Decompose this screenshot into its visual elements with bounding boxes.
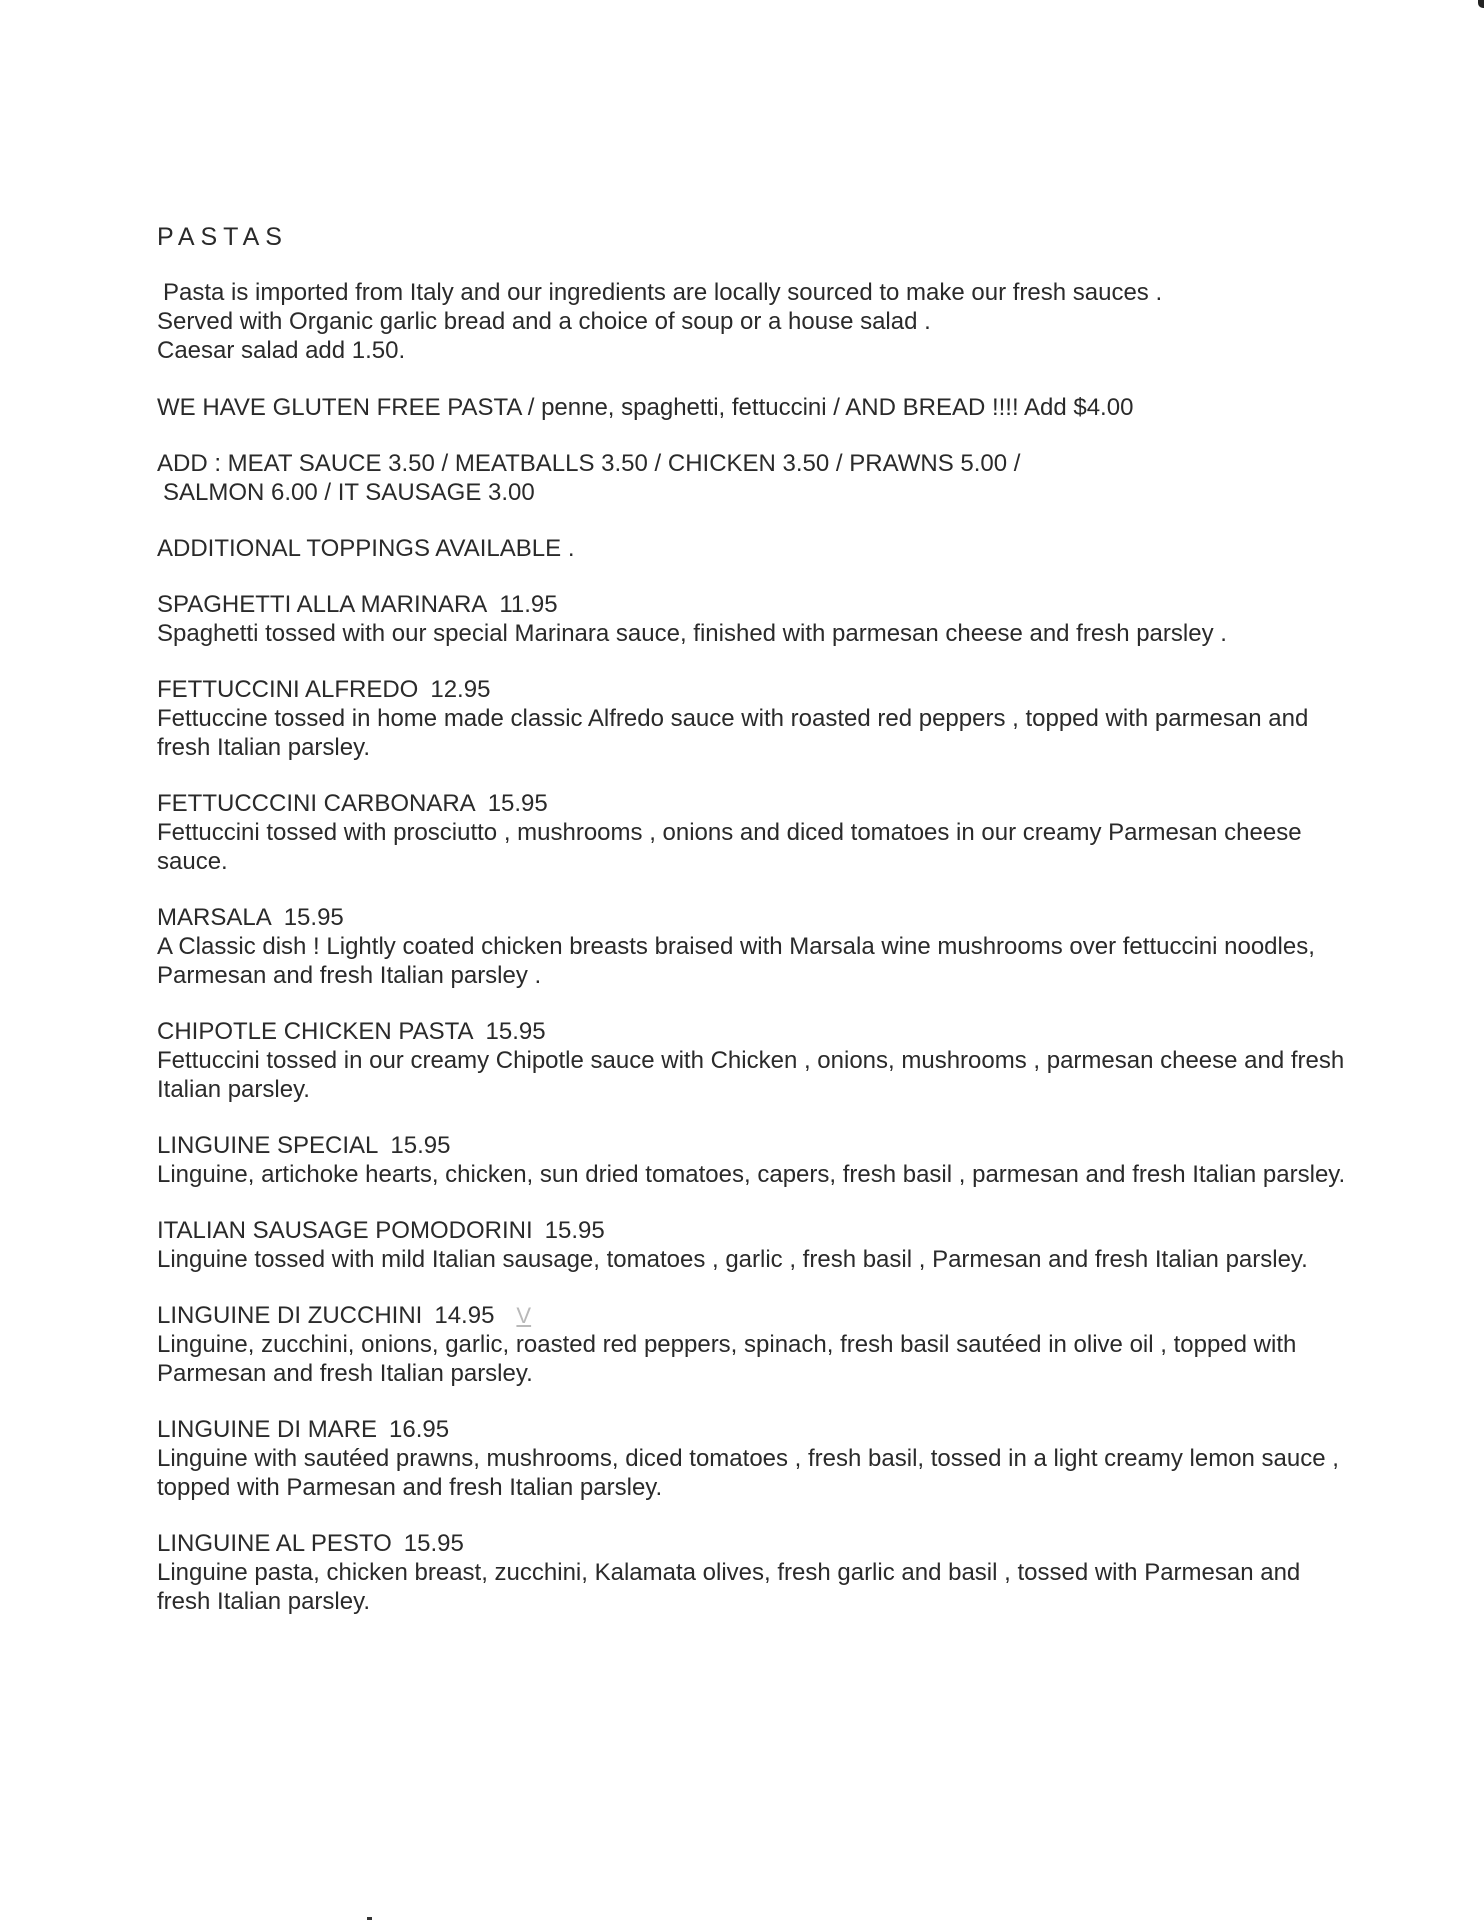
intro-line: Pasta is imported from Italy and our ingredients are locally sourced to make our fresh sauces . bbox=[163, 279, 1163, 306]
item-description: Spaghetti tossed with our special Marinara sauce, finished with parmesan cheese and fresh parsley . bbox=[157, 620, 1227, 647]
item-description: Fettuccine tossed in home made classic Alfredo sauce with roasted red peppers , topped with parmesan and fresh Italian parsley. bbox=[157, 705, 1309, 761]
menu-item bbox=[157, 590, 1357, 648]
item-name: LINGUINE DI ZUCCHINI bbox=[157, 1302, 423, 1329]
item-price: 15.95 bbox=[487, 790, 548, 817]
menu-page bbox=[157, 218, 1357, 1616]
menu-item bbox=[157, 1017, 1357, 1104]
item-description: Fettuccini tossed in our creamy Chipotle sauce with Chicken , onions, mushrooms , parmesan cheese and fresh Italian parsley. bbox=[157, 1047, 1345, 1103]
item-description: Linguine, artichoke hearts, chicken, sun dried tomatoes, capers, fresh basil , parmesan and fresh Italian parsley. bbox=[157, 1161, 1346, 1188]
item-name: FETTUCCINI ALFREDO bbox=[157, 676, 419, 703]
item-price: 11.95 bbox=[499, 591, 558, 618]
menu-items bbox=[157, 590, 1357, 1616]
item-name: MARSALA bbox=[157, 904, 272, 931]
addons-line: SALMON 6.00 / IT SAUSAGE 3.00 bbox=[163, 479, 535, 506]
menu-item bbox=[157, 1529, 1357, 1616]
menu-item bbox=[157, 1415, 1357, 1502]
scan-corner-mark bbox=[1478, 0, 1484, 8]
menu-item bbox=[157, 675, 1357, 762]
item-name: ITALIAN SAUSAGE POMODORINI bbox=[157, 1217, 533, 1244]
item-description: Linguine with sautéed prawns, mushrooms, diced tomatoes , fresh basil, tossed in a light creamy lemon sauce , topped with Parmesan and fresh Italian parsley. bbox=[157, 1445, 1339, 1501]
item-name: CHIPOTLE CHICKEN PASTA bbox=[157, 1018, 474, 1045]
page-title: PASTAS bbox=[157, 223, 288, 251]
item-name: FETTUCCCINI CARBONARA bbox=[157, 790, 476, 817]
menu-item bbox=[157, 903, 1357, 990]
intro-line: Served with Organic garlic bread and a choice of soup or a house salad . bbox=[157, 308, 931, 335]
item-description: Linguine, zucchini, onions, garlic, roasted red peppers, spinach, fresh basil sautéed in olive oil , topped with Parmesan and fresh Italian parsley. bbox=[157, 1331, 1297, 1387]
item-price: 14.95 bbox=[434, 1302, 495, 1329]
item-name: LINGUINE SPECIAL bbox=[157, 1132, 379, 1159]
item-name: LINGUINE AL PESTO bbox=[157, 1530, 392, 1557]
intro-block bbox=[157, 278, 1357, 365]
menu-item bbox=[157, 789, 1357, 876]
addons-line: ADD : MEAT SAUCE 3.50 / MEATBALLS 3.50 / CHICKEN 3.50 / PRAWNS 5.00 / bbox=[157, 450, 1021, 477]
menu-item bbox=[157, 1216, 1357, 1274]
vegetarian-badge: V bbox=[516, 1303, 532, 1328]
item-price: 15.95 bbox=[485, 1018, 546, 1045]
item-price: 15.95 bbox=[403, 1530, 464, 1557]
item-description: Fettuccini tossed with prosciutto , mushrooms , onions and diced tomatoes in our creamy Parmesan cheese sauce. bbox=[157, 819, 1302, 875]
item-price: 15.95 bbox=[544, 1217, 605, 1244]
item-name: SPAGHETTI ALLA MARINARA bbox=[157, 591, 488, 618]
item-price: 12.95 bbox=[430, 676, 491, 703]
menu-item bbox=[157, 1131, 1357, 1189]
item-description: Linguine tossed with mild Italian sausage, tomatoes , garlic , fresh basil , Parmesan and fresh Italian parsley. bbox=[157, 1246, 1308, 1273]
menu-item bbox=[157, 1301, 1357, 1388]
intro-line: Caesar salad add 1.50. bbox=[157, 337, 406, 364]
item-price: 15.95 bbox=[390, 1132, 451, 1159]
toppings-note: ADDITIONAL TOPPINGS AVAILABLE . bbox=[157, 535, 575, 562]
addons-block bbox=[157, 449, 1357, 507]
gluten-free-note: WE HAVE GLUTEN FREE PASTA / penne, spaghetti, fettuccini / AND BREAD !!!! Add $4.00 bbox=[157, 394, 1134, 421]
item-name: LINGUINE DI MARE bbox=[157, 1416, 378, 1443]
item-price: 15.95 bbox=[283, 904, 344, 931]
item-description: Linguine pasta, chicken breast, zucchini, Kalamata olives, fresh garlic and basil , tossed with Parmesan and fresh Italian parsley. bbox=[157, 1559, 1301, 1615]
item-description: A Classic dish ! Lightly coated chicken breasts braised with Marsala wine mushrooms over fettuccini noodles, Parmesan and fresh Italian parsley . bbox=[157, 933, 1315, 989]
item-price: 16.95 bbox=[389, 1416, 450, 1443]
